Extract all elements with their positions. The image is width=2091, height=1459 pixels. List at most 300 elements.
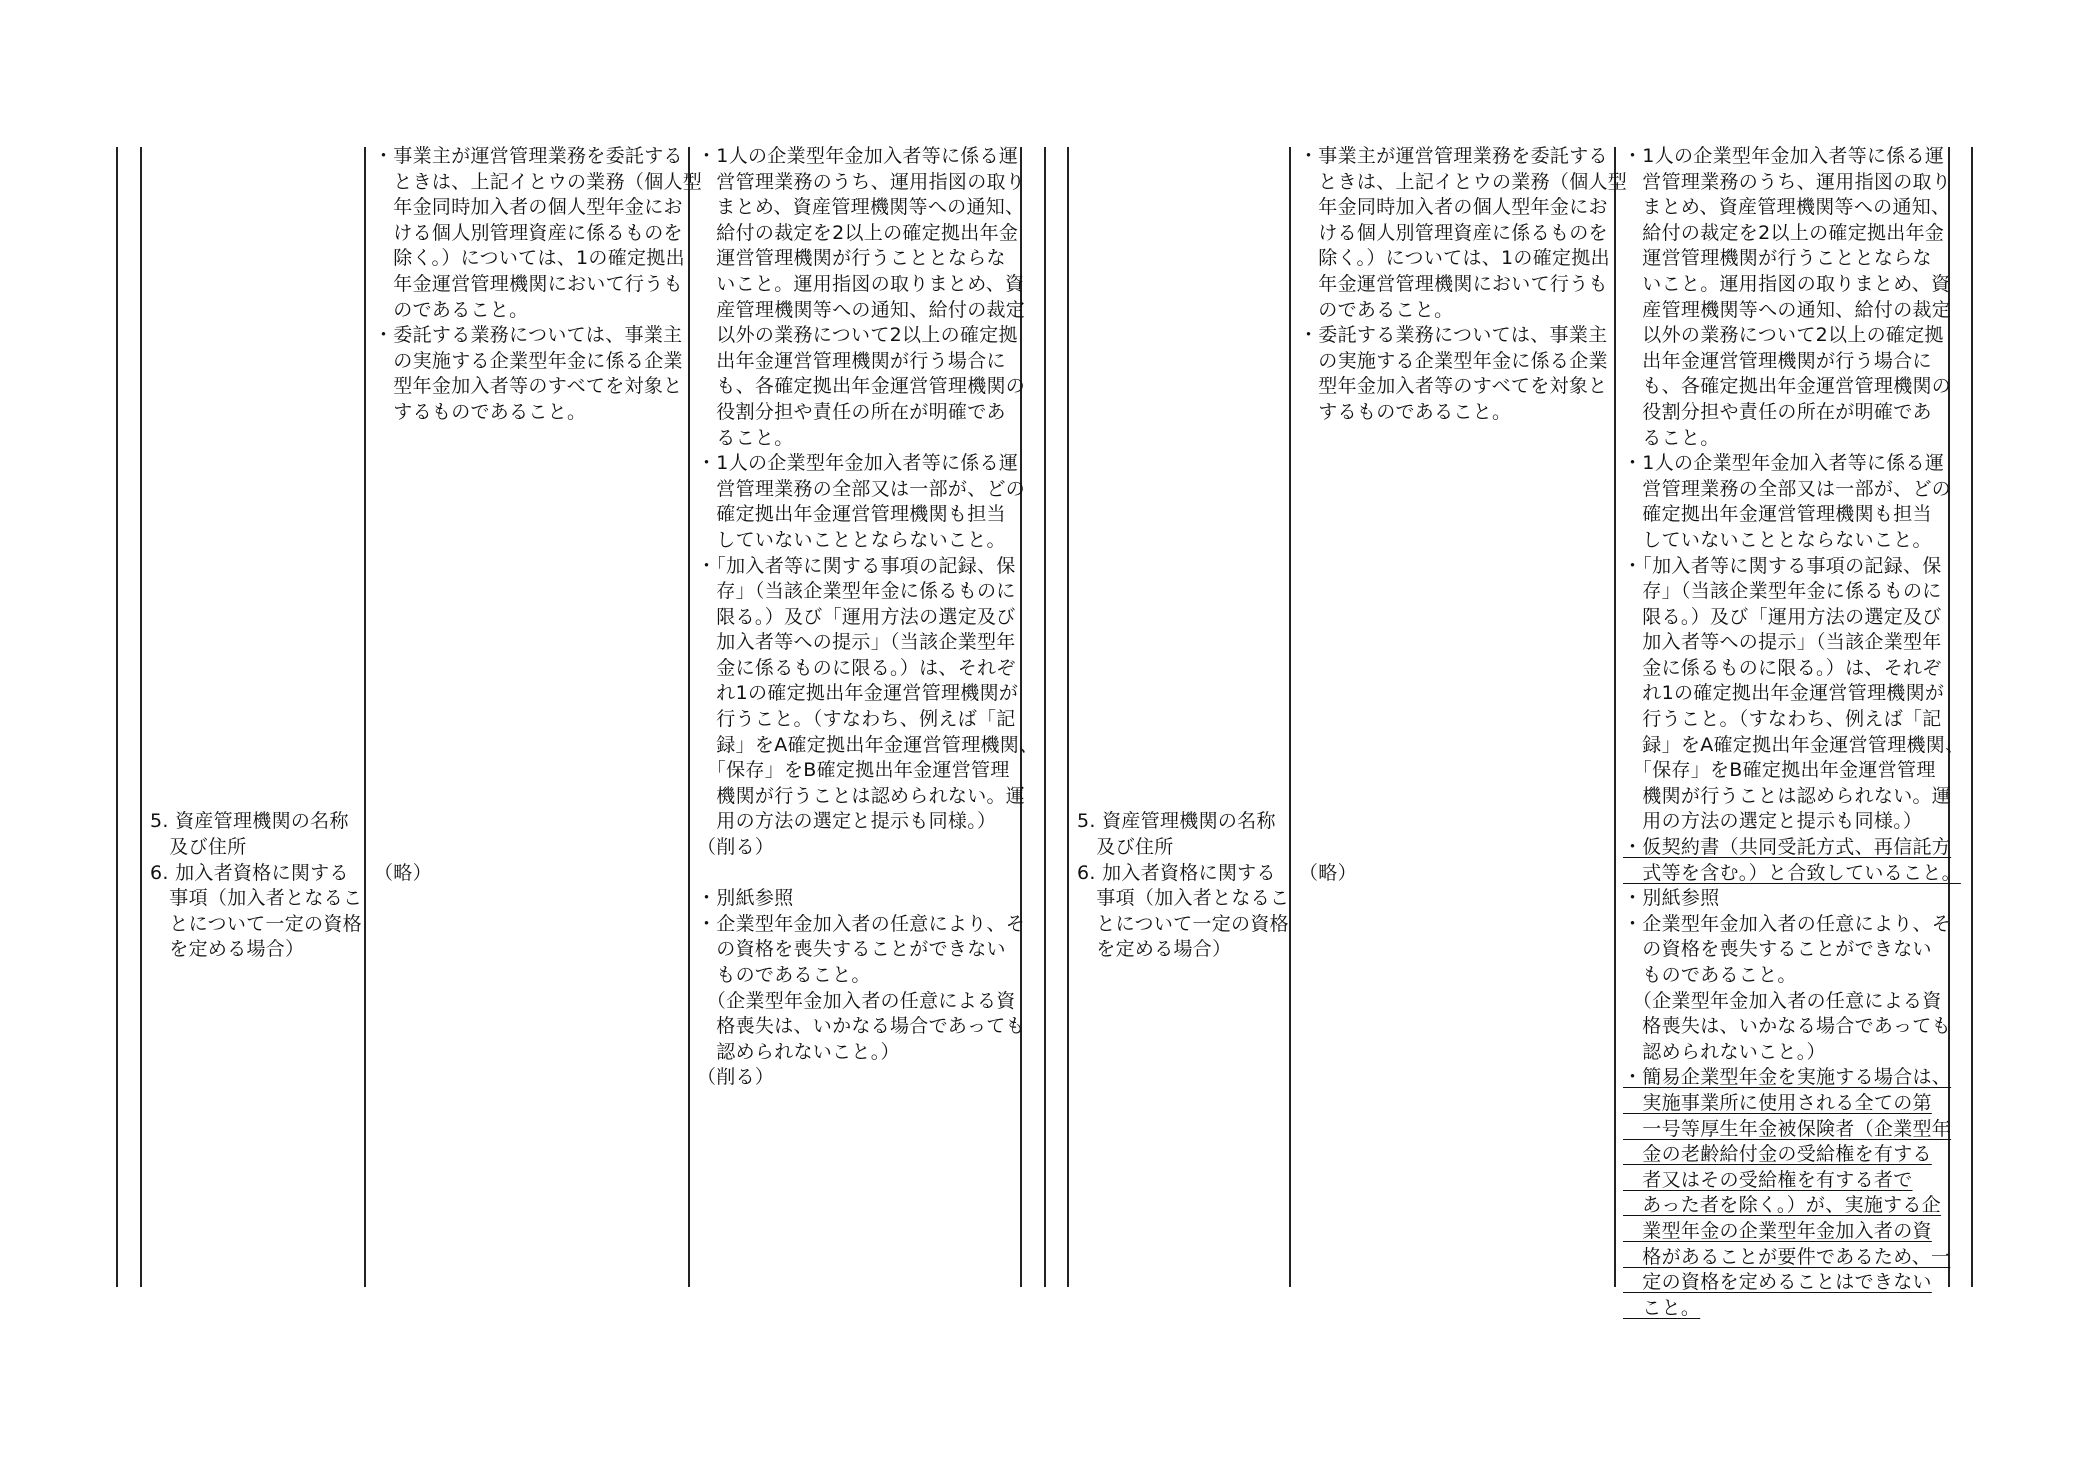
text-line-content: 機関が行うことは認められない。運 <box>1623 784 1952 807</box>
blank-line <box>374 733 702 759</box>
blank-line <box>374 707 702 733</box>
text-line-content: 年金同時加入者の個人型年金にお <box>1299 196 1608 219</box>
text-line <box>697 349 1038 375</box>
text-line <box>697 221 1038 247</box>
text-line-content: 産管理機関等への通知、給付の裁定 <box>1623 298 1952 321</box>
text-line-content: いこと。運用指図の取りまとめ、資 <box>1623 272 1951 295</box>
blank-line <box>150 784 362 810</box>
text-line <box>1623 323 1964 349</box>
blank-line <box>1077 502 1289 528</box>
amended-text-line <box>1623 1065 1964 1091</box>
blank-line <box>150 707 362 733</box>
text-line <box>1623 1014 1964 1040</box>
text-line-content: 限る。）及び「運用方法の選定及び <box>1623 605 1942 628</box>
blank-line <box>150 221 362 247</box>
text-line-content: ・1人の企業型年金加入者等に係る運 <box>1623 452 1945 475</box>
text-line <box>1299 195 1627 221</box>
text-line-content: 営管理業務の全部又は一部が、どの <box>1623 477 1952 500</box>
blank-line <box>150 758 362 784</box>
text-line <box>1623 707 1964 733</box>
text-line <box>1623 195 1964 221</box>
blank-line <box>1077 451 1289 477</box>
blank-line <box>697 861 1038 887</box>
text-line-content: ける個人別管理資産に係るものを <box>374 221 683 244</box>
text-line <box>1077 809 1289 835</box>
text-line <box>697 630 1038 656</box>
text-line <box>1623 579 1964 605</box>
text-line <box>697 144 1038 170</box>
text-line-content: （企業型年金加入者の任意による資 <box>1623 989 1942 1012</box>
blank-line <box>1299 554 1627 580</box>
text-line <box>374 195 702 221</box>
text-line <box>150 835 362 861</box>
text-line <box>374 400 702 426</box>
blank-line <box>150 681 362 707</box>
text-line <box>697 246 1038 272</box>
blank-line <box>1299 809 1627 835</box>
text-line <box>374 323 702 349</box>
text-line-content: も、各確定拠出年金運営管理機関の <box>1623 375 1952 398</box>
amended-text-line <box>1623 1091 1964 1117</box>
text-line <box>374 374 702 400</box>
blank-line <box>1299 528 1627 554</box>
left-criteria-column <box>697 144 1038 1091</box>
left-item-column <box>150 144 362 963</box>
text-line <box>150 861 362 887</box>
text-line-content: 年金運営管理機関において行うも <box>374 272 683 295</box>
text-line-content: 6. 加入者資格に関する <box>1077 861 1276 884</box>
text-line <box>1623 426 1964 452</box>
blank-line <box>150 733 362 759</box>
text-line-content: まとめ、資産管理機関等への通知、 <box>1623 196 1951 219</box>
blank-line <box>150 630 362 656</box>
text-line <box>1623 989 1964 1015</box>
blank-line <box>150 349 362 375</box>
blank-line <box>150 246 362 272</box>
text-line-content: 年金同時加入者の個人型年金にお <box>374 196 683 219</box>
text-line <box>697 886 1038 912</box>
text-line <box>1299 374 1627 400</box>
text-line <box>697 758 1038 784</box>
text-line <box>697 963 1038 989</box>
text-line-content: ・事業主が運営管理業務を委託する <box>1299 145 1608 167</box>
amended-text-line <box>1623 1193 1964 1219</box>
blank-line <box>150 195 362 221</box>
text-line-content: （企業型年金加入者の任意による資 <box>697 989 1016 1012</box>
text-line <box>374 272 702 298</box>
blank-line <box>1077 707 1289 733</box>
blank-line <box>1077 758 1289 784</box>
text-line <box>697 477 1038 503</box>
text-line-content: れ1の確定拠出年金運営管理機関が <box>1623 682 1945 705</box>
text-line-content: ・1人の企業型年金加入者等に係る運 <box>697 145 1019 167</box>
text-line-content: ・事業主が運営管理業務を委託する <box>374 145 683 167</box>
text-line-content: こと。 <box>1623 1296 1701 1319</box>
text-line <box>697 733 1038 759</box>
amended-text-line <box>1623 1245 1964 1271</box>
text-line <box>697 1014 1038 1040</box>
text-line-content: 録」をA確定拠出年金運営管理機関、 <box>697 733 1039 756</box>
right-criteria-column <box>1623 144 1964 1321</box>
blank-line <box>150 554 362 580</box>
text-line <box>697 681 1038 707</box>
text-line-content: 認められないこと。） <box>1623 1040 1826 1063</box>
blank-line <box>1077 298 1289 324</box>
table-border <box>140 147 142 1287</box>
text-line <box>1299 246 1627 272</box>
blank-line <box>1299 426 1627 452</box>
text-line <box>1623 784 1964 810</box>
blank-line <box>374 477 702 503</box>
text-line <box>697 835 1038 861</box>
blank-line <box>1077 221 1289 247</box>
text-line <box>1623 912 1964 938</box>
text-line <box>697 784 1038 810</box>
text-line-content: ものであること。 <box>1623 964 1797 986</box>
amended-text-line <box>1623 1296 1964 1322</box>
blank-line <box>374 758 702 784</box>
text-line <box>697 1065 1038 1091</box>
blank-line <box>374 554 702 580</box>
text-line-content: 6. 加入者資格に関する <box>150 861 349 884</box>
text-line-content: 存」（当該企業型年金に係るものに <box>697 580 1016 603</box>
amended-text-line <box>1623 1219 1964 1245</box>
blank-line <box>1077 323 1289 349</box>
text-line <box>697 809 1038 835</box>
text-line-content: ・別紙参照 <box>1623 887 1720 910</box>
text-line <box>1623 221 1964 247</box>
text-line <box>374 298 702 324</box>
blank-line <box>150 323 362 349</box>
text-line-content: 営管理業務のうち、運用指図の取り <box>697 170 1026 193</box>
blank-line <box>150 170 362 196</box>
text-line-content: の資格を喪失することができない <box>1623 938 1932 961</box>
text-line <box>374 144 702 170</box>
amended-text-line <box>1623 835 1964 861</box>
text-line <box>150 912 362 938</box>
text-line-content: のであること。 <box>374 298 529 321</box>
text-line-content: ときは、上記イとウの業務（個人型 <box>374 170 703 193</box>
text-line <box>1077 861 1289 887</box>
text-line-content: の実施する企業型年金に係る企業 <box>374 349 683 372</box>
text-line-content: 除く。）については、1の確定拠出 <box>1299 247 1610 270</box>
blank-line <box>1077 374 1289 400</box>
amended-text-line <box>1623 1142 1964 1168</box>
text-line <box>697 451 1038 477</box>
text-line <box>697 374 1038 400</box>
text-line-content: 定の資格を定めることはできない <box>1623 1271 1932 1294</box>
text-line <box>1623 374 1964 400</box>
text-line-content: していないこととならないこと。 <box>1623 528 1932 551</box>
text-line-content: ときは、上記イとウの業務（個人型 <box>1299 170 1628 193</box>
text-line-content: 運営管理機関が行うこととならな <box>1623 247 1932 270</box>
text-line <box>697 323 1038 349</box>
blank-line <box>1299 733 1627 759</box>
text-line-content: するものであること。 <box>1299 400 1512 423</box>
text-line <box>697 502 1038 528</box>
blank-line <box>1077 400 1289 426</box>
text-line-content: あった者を除く。）が、実施する企 <box>1623 1194 1942 1217</box>
text-line-content: 実施事業所に使用される全ての第 <box>1623 1091 1932 1114</box>
blank-line <box>1077 272 1289 298</box>
blank-line <box>1299 451 1627 477</box>
blank-line <box>150 298 362 324</box>
blank-line <box>1299 502 1627 528</box>
blank-line <box>1299 758 1627 784</box>
text-line-content: 営管理業務の全部又は一部が、どの <box>697 477 1026 500</box>
text-line <box>697 528 1038 554</box>
text-line-content: ける個人別管理資産に係るものを <box>1299 221 1608 244</box>
text-line-content: （略） <box>374 861 432 884</box>
blank-line <box>1077 349 1289 375</box>
text-line-content: 業型年金の企業型年金加入者の資 <box>1623 1219 1932 1242</box>
text-line-content: 除く。）については、1の確定拠出 <box>374 247 685 270</box>
text-line-content: 事項（加入者となるこ <box>150 887 363 910</box>
text-line-content: ・委託する業務については、事業主 <box>374 324 683 347</box>
table-border <box>1067 147 1069 1287</box>
blank-line <box>1077 426 1289 452</box>
text-line <box>697 195 1038 221</box>
text-line-content: 事項（加入者となるこ <box>1077 887 1290 910</box>
text-line <box>150 886 362 912</box>
text-line-content: 給付の裁定を2以上の確定拠出年金 <box>1623 221 1945 244</box>
amended-text-line <box>1623 861 1964 887</box>
right-content-column <box>1299 144 1627 886</box>
blank-line <box>150 579 362 605</box>
text-line-content: いこと。運用指図の取りまとめ、資 <box>697 272 1025 295</box>
blank-line <box>150 656 362 682</box>
text-line-content: 運営管理機関が行うこととならな <box>697 247 1006 270</box>
text-line <box>697 272 1038 298</box>
text-line <box>1623 554 1964 580</box>
text-line <box>697 170 1038 196</box>
text-line-content: 5. 資産管理機関の名称 <box>1077 810 1276 833</box>
text-line-content: 格喪失は、いかなる場合であっても <box>697 1015 1025 1038</box>
blank-line <box>374 784 702 810</box>
text-line <box>1623 451 1964 477</box>
table-border <box>364 147 366 1287</box>
blank-line <box>1077 656 1289 682</box>
text-line-content: 者又はその受給権を有する者で <box>1623 1168 1913 1191</box>
blank-line <box>150 502 362 528</box>
text-line <box>697 298 1038 324</box>
blank-line <box>1299 784 1627 810</box>
text-line <box>1077 912 1289 938</box>
text-line <box>1623 630 1964 656</box>
text-line-content: 金に係るものに限る。）は、それぞ <box>697 656 1016 679</box>
text-line <box>1623 400 1964 426</box>
blank-line <box>374 630 702 656</box>
text-line-content: 行うこと。（すなわち、例えば「記 <box>697 708 1016 731</box>
blank-line <box>1299 707 1627 733</box>
text-line <box>697 400 1038 426</box>
text-line <box>374 170 702 196</box>
amended-text-line <box>1623 1168 1964 1194</box>
text-line-content: 格があることが要件であるため、一 <box>1623 1245 1951 1268</box>
blank-line <box>1299 835 1627 861</box>
blank-line <box>1077 477 1289 503</box>
text-line-content: ・「加入者等に関する事項の記録、保 <box>697 554 1016 577</box>
blank-line <box>1077 681 1289 707</box>
text-line <box>1623 809 1964 835</box>
table-border <box>1971 147 1973 1287</box>
blank-line <box>1077 528 1289 554</box>
text-line-content: 「保存」をB確定拠出年金運営管理 <box>697 759 1010 782</box>
text-line <box>1623 733 1964 759</box>
text-line-content: 一号等厚生年金被保険者（企業型年 <box>1623 1117 1952 1140</box>
text-line-content: 確定拠出年金運営管理機関も担当 <box>697 503 1006 526</box>
text-line-content: とについて一定の資格 <box>1077 912 1289 935</box>
blank-line <box>374 426 702 452</box>
text-line-content: ること。 <box>697 426 794 449</box>
text-line <box>1299 323 1627 349</box>
left-content-column <box>374 144 702 886</box>
text-line-content: 以外の業務について2以上の確定拠 <box>1623 324 1944 347</box>
text-line-content: とについて一定の資格 <box>150 912 362 935</box>
text-line <box>697 579 1038 605</box>
text-line-content: 出年金運営管理機関が行う場合に <box>697 349 1006 372</box>
text-line <box>1623 758 1964 784</box>
text-line-content: ・1人の企業型年金加入者等に係る運 <box>697 452 1019 475</box>
blank-line <box>1077 195 1289 221</box>
blank-line <box>374 809 702 835</box>
text-line <box>697 707 1038 733</box>
text-line-content: も、各確定拠出年金運営管理機関の <box>697 375 1026 398</box>
text-line <box>1623 477 1964 503</box>
amended-text-line <box>1623 1270 1964 1296</box>
blank-line <box>1077 630 1289 656</box>
text-line-content: 用の方法の選定と提示も同様。） <box>1623 810 1923 833</box>
text-line <box>697 912 1038 938</box>
amended-text-line <box>1623 1117 1964 1143</box>
text-line-content: 以外の業務について2以上の確定拠 <box>697 324 1018 347</box>
text-line <box>1299 170 1627 196</box>
text-line <box>150 937 362 963</box>
text-line <box>1623 246 1964 272</box>
text-line <box>374 246 702 272</box>
blank-line <box>1077 554 1289 580</box>
blank-line <box>1299 477 1627 503</box>
text-line-content: ・別紙参照 <box>697 887 794 910</box>
text-line <box>1299 272 1627 298</box>
text-line-content: 格喪失は、いかなる場合であっても <box>1623 1015 1951 1038</box>
text-line-content: 型年金加入者等のすべてを対象と <box>1299 375 1608 398</box>
table-border <box>1044 147 1046 1287</box>
blank-line <box>374 681 702 707</box>
text-line <box>1077 835 1289 861</box>
text-line <box>150 809 362 835</box>
text-line-content: ・委託する業務については、事業主 <box>1299 324 1608 347</box>
text-line-content: 5. 資産管理機関の名称 <box>150 810 349 833</box>
text-line-content: の実施する企業型年金に係る企業 <box>1299 349 1608 372</box>
text-line <box>374 861 702 887</box>
text-line-content: ・企業型年金加入者の任意により、そ <box>1623 912 1952 935</box>
text-line-content: 「保存」をB確定拠出年金運営管理 <box>1623 759 1936 782</box>
text-line <box>1077 937 1289 963</box>
text-line <box>1623 298 1964 324</box>
text-line-content: していないこととならないこと。 <box>697 528 1006 551</box>
blank-line <box>1077 170 1289 196</box>
blank-line <box>374 451 702 477</box>
blank-line <box>374 528 702 554</box>
text-line <box>1623 681 1964 707</box>
blank-line <box>150 528 362 554</box>
text-line <box>697 656 1038 682</box>
text-line <box>1299 144 1627 170</box>
blank-line <box>1077 784 1289 810</box>
blank-line <box>374 656 702 682</box>
text-line <box>1299 221 1627 247</box>
blank-line <box>1299 605 1627 631</box>
text-line <box>1623 170 1964 196</box>
text-line-content: 認められないこと。） <box>697 1040 900 1063</box>
text-line-content: 出年金運営管理機関が行う場合に <box>1623 349 1932 372</box>
text-line <box>697 605 1038 631</box>
text-line-content: ・簡易企業型年金を実施する場合は、 <box>1623 1066 1952 1089</box>
text-line <box>1623 528 1964 554</box>
text-line-content: 用の方法の選定と提示も同様。） <box>697 810 997 833</box>
text-line <box>1623 272 1964 298</box>
text-line <box>374 221 702 247</box>
text-line-content: 年金運営管理機関において行うも <box>1299 272 1608 295</box>
text-line <box>1623 605 1964 631</box>
text-line-content: まとめ、資産管理機関等への通知、 <box>697 196 1025 219</box>
text-line-content: を定める場合） <box>1077 938 1232 961</box>
text-line-content: 限る。）及び「運用方法の選定及び <box>697 605 1016 628</box>
text-line-content: 存」（当該企業型年金に係るものに <box>1623 580 1942 603</box>
text-line-content: （削る） <box>697 1066 775 1089</box>
right-item-column <box>1077 144 1289 963</box>
text-line <box>697 554 1038 580</box>
text-line-content: れ1の確定拠出年金運営管理機関が <box>697 682 1019 705</box>
text-line-content: ・1人の企業型年金加入者等に係る運 <box>1623 145 1945 167</box>
text-line <box>1623 963 1964 989</box>
blank-line <box>150 374 362 400</box>
table-border <box>116 147 118 1287</box>
text-line <box>1623 937 1964 963</box>
blank-line <box>150 400 362 426</box>
blank-line <box>1299 579 1627 605</box>
blank-line <box>1077 579 1289 605</box>
text-line-content: ・「加入者等に関する事項の記録、保 <box>1623 554 1942 577</box>
text-line <box>697 937 1038 963</box>
text-line-content: の資格を喪失することができない <box>697 938 1006 961</box>
text-line-content: ・仮契約書（共同受託方式、再信託方 <box>1623 836 1952 859</box>
text-line-content: 加入者等への提示」（当該企業型年 <box>1623 631 1942 654</box>
text-line <box>697 426 1038 452</box>
text-line <box>1623 144 1964 170</box>
text-line <box>1077 886 1289 912</box>
blank-line <box>1077 733 1289 759</box>
text-line-content: 給付の裁定を2以上の確定拠出年金 <box>697 221 1019 244</box>
blank-line <box>374 502 702 528</box>
text-line <box>1623 886 1964 912</box>
blank-line <box>1077 246 1289 272</box>
blank-line <box>150 477 362 503</box>
blank-line <box>1077 605 1289 631</box>
blank-line <box>374 605 702 631</box>
text-line <box>1299 861 1627 887</box>
text-line <box>1623 349 1964 375</box>
text-line-content: のであること。 <box>1299 298 1454 321</box>
text-line-content: 役割分担や責任の所在が明確であ <box>697 400 1006 423</box>
text-line <box>1623 656 1964 682</box>
blank-line <box>374 579 702 605</box>
text-line-content: 営管理業務のうち、運用指図の取り <box>1623 170 1952 193</box>
text-line-content: 機関が行うことは認められない。運 <box>697 784 1026 807</box>
text-line-content: ・企業型年金加入者の任意により、そ <box>697 912 1026 935</box>
text-line-content: 及び住所 <box>150 836 247 859</box>
